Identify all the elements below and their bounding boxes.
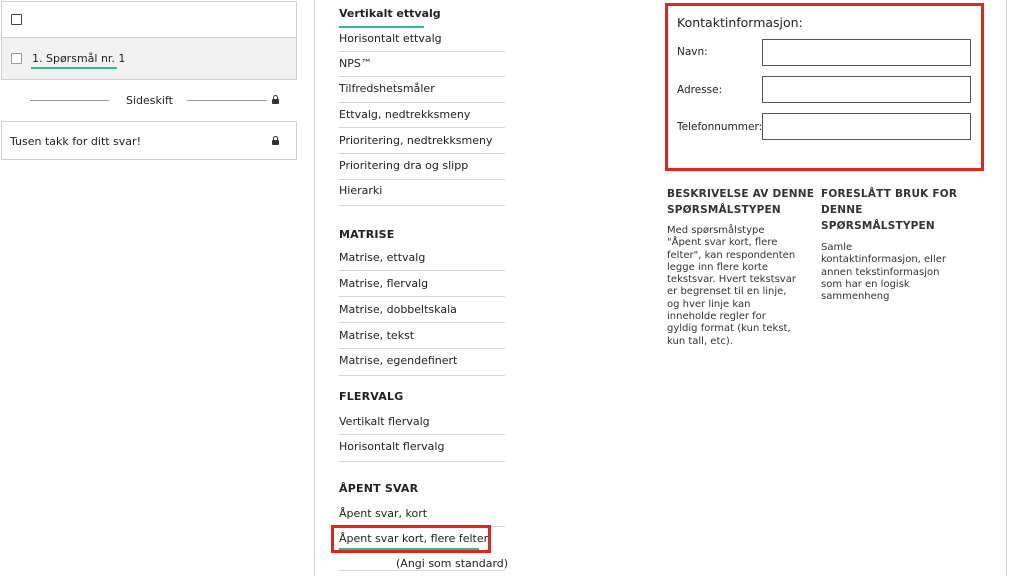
column-divider-right [1006,0,1007,576]
menu-item-horizontal-multi[interactable]: Horisontalt flervalg [339,440,505,462]
section-heading-multi: FLERVALG [339,390,404,403]
name-input[interactable] [762,39,971,66]
page-break-line-left [30,100,109,101]
menu-item-matrix-text[interactable]: Matrise, tekst [339,329,505,349]
menu-item-hierarchy[interactable]: Hierarki [339,184,505,206]
menu-item-matrix-custom[interactable]: Matrise, egendefinert [339,354,505,376]
menu-item-vertical-single[interactable]: Vertikalt ettvalg [339,7,505,27]
address-input[interactable] [762,76,971,103]
lock-icon [272,99,279,104]
menu-item-priority-dropdown[interactable]: Prioritering, nedtrekksmeny [339,134,505,154]
lock-icon [272,140,279,145]
column-divider [314,0,315,576]
page-break-label: Sideskift [126,94,173,107]
suggested-use-heading: FORESLÅTT BRUK FOR DENNE SPØRSMÅLSTYPEN [821,188,958,232]
thank-you-text: Tusen takk for ditt svar! [10,135,141,148]
menu-item-matrix-double[interactable]: Matrise, dobbeltskala [339,303,505,323]
page-break-line-right [187,100,267,101]
menu-item-single-dropdown[interactable]: Ettvalg, nedtrekksmeny [339,108,505,128]
question-row[interactable] [1,37,297,80]
description-heading: BESKRIVELSE AV DENNE SPØRSMÅLSTYPEN [667,188,815,216]
section-heading-open: ÅPENT SVAR [339,482,419,495]
section-heading-matrix: MATRISE [339,228,395,241]
menu-item-open-short[interactable]: Åpent svar, kort [339,507,505,527]
thank-you-page[interactable] [1,121,297,160]
menu-item-vertical-multi[interactable]: Vertikalt flervalg [339,415,505,435]
question-checkbox[interactable] [11,53,22,64]
question-title-underline [31,67,117,69]
suggested-use-text: Samle kontaktinformasjon, eller annen tekstinformasjon som har en logisk sammenheng [821,242,946,303]
menu-item-satisfaction[interactable]: Tilfredshetsmåler [339,82,505,102]
menu-item-matrix-multi[interactable]: Matrise, flervalg [339,277,505,297]
field-label-name: Navn: [677,46,708,58]
select-all-checkbox[interactable] [11,14,22,25]
phone-input[interactable] [762,113,971,140]
menu-item-priority-drag[interactable]: Prioritering dra og slipp [339,159,505,179]
highlight-box-selected-type [331,525,491,553]
menu-item-open-short-multi[interactable]: Åpent svar kort, flere felter [339,532,505,552]
description-text: Med spørsmålstype "Åpent svar kort, flere felter", kan respondenten legge inn flere korte tekstsvar. Hvert tekstsvar er begrenset til en linje, og hver linje kan inneholde regler for gyldig format (kun tekst, kun tall, etc). [667,225,796,347]
menu-item-nps[interactable]: NPS™ [339,57,505,77]
select-all-row [1,1,297,38]
field-label-address: Adresse: [677,84,723,96]
selected-underline [339,26,424,28]
field-label-phone: Telefonnummer: [677,121,763,133]
menu-item-matrix-single[interactable]: Matrise, ettvalg [339,251,505,271]
set-default-link[interactable]: (Angi som standard) [396,557,509,570]
menu-item-horizontal-single[interactable]: Horisontalt ettvalg [339,32,505,52]
question-title[interactable]: 1. Spørsmål nr. 1 [32,52,126,65]
preview-title: Kontaktinformasjon: [677,15,803,30]
